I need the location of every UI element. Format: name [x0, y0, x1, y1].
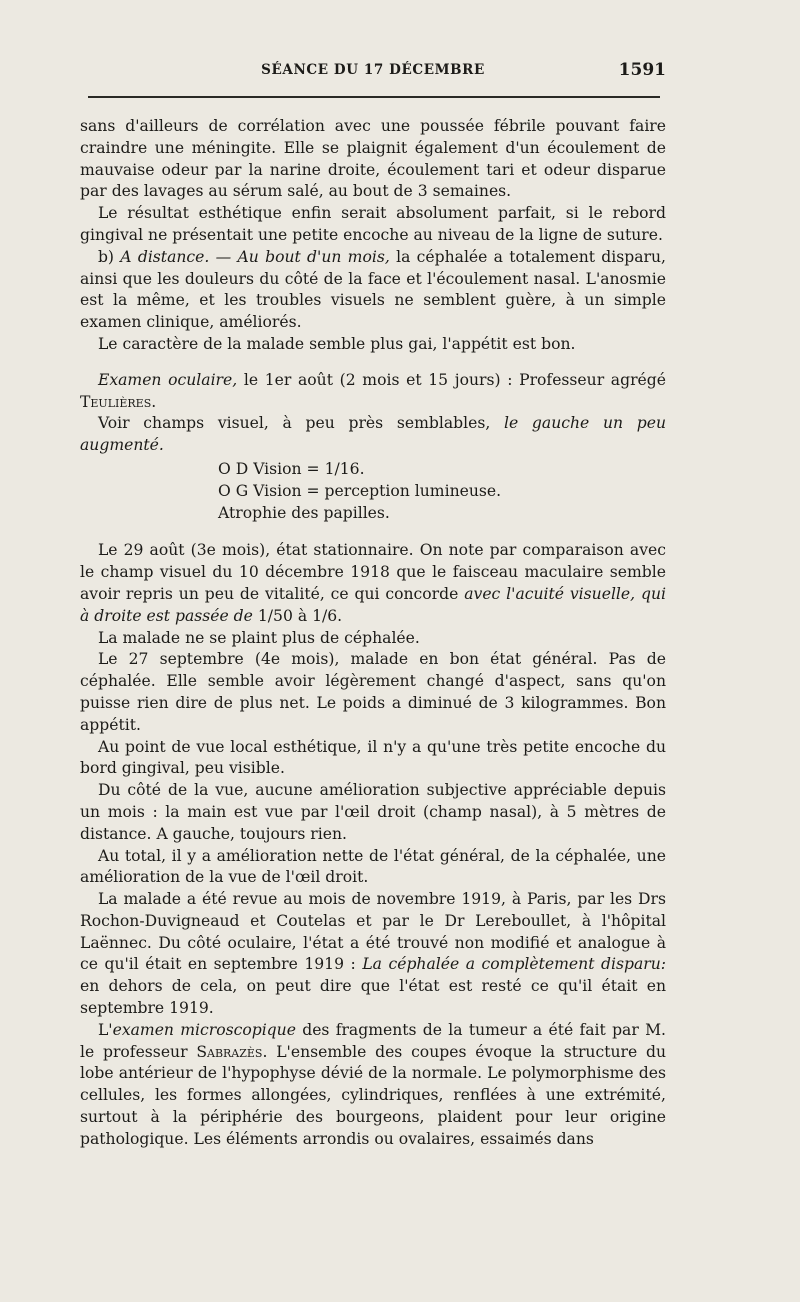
paragraph-10: Au point de vue local esthétique, il n'y a qu'une très petite encoche du bord gingival, peu visible. — [80, 737, 666, 778]
paragraph-13-italic: La céphalée a complètement disparu: — [362, 955, 666, 974]
vision-list — [80, 459, 666, 524]
paragraph-4: Le caractère de la malade semble plus gai, l'appétit est bon. — [97, 334, 576, 353]
paragraph-7 — [80, 540, 666, 627]
paragraph-3 — [80, 247, 666, 334]
vision-line-od: O D Vision = 1/16. — [218, 459, 365, 478]
paragraph-6-start: Voir champs visuel, à peu près semblables, — [97, 414, 505, 433]
paragraph-3-rest: la céphalée a totalement disparu, ainsi que les douleurs du côté de la face et l'écoulement nasal. L'anosmie est la même, et les troubles visuels ne semblent guère, à un simple examen clinique, améliorés. — [80, 247, 666, 332]
paragraph-7-start: Le 29 août (3e mois), état stationnaire. On note par comparaison avec le champ visuel du 10 décembre 1918 que le faisceau maculaire semble avoir repris un peu de vitalité, ce qui concorde — [80, 541, 666, 603]
paragraph-9: Le 27 septembre (4e mois), malade en bon état général. Pas de céphalée. Elle semble avoir légèrement changé d'aspect, sans qu'on puisse rien dire de plus net. Le poids a diminué de 3 kilogrammes. Bon appétit. — [80, 650, 666, 734]
vision-line-og: O G Vision = perception lumineuse. — [218, 481, 502, 500]
body-text — [80, 116, 666, 1151]
paragraph-13-start: La malade a été revue au mois de novembre 1919, à Paris, par les Drs Rochon-Duvigneaud et Coutelas et par le Dr Lereboullet, à l'hôpital Laënnec. Du côté oculaire, l'état a été trouvé non modifié et analogue à ce qu'il était en septembre 1919 : — [80, 890, 666, 974]
paragraph-2: Le résultat esthétique enfin serait absolument parfait, si le rebord gingival ne présentait une petite encoche au niveau de la ligne de suture. — [80, 204, 666, 244]
paragraph-6 — [80, 413, 666, 457]
paragraph-13 — [80, 889, 666, 1020]
paragraph-14-mid: des fragments de la tumeur a été fait par M. le professeur — [80, 1020, 666, 1061]
paragraph-5-name: Teulières. — [80, 392, 157, 411]
paragraph-7-italic: avec l'acuité visuelle, qui à droite est passée de — [80, 584, 666, 625]
paragraph-6-italic: le gauche un peu augmenté. — [80, 414, 666, 455]
page-number: 1591 — [618, 60, 666, 80]
header-rule — [88, 96, 660, 98]
paragraph-12: Au total, il y a amélioration nette de l'état général, de la céphalée, une amélioration de la vue de l'œil droit. — [80, 846, 666, 887]
paragraph-3-italic: A distance. — Au bout d'un mois, — [120, 247, 390, 266]
paragraph-5-italic: Examen oculaire, — [97, 370, 238, 389]
paragraph-11: Du côté de la vue, aucune amélioration subjective appréciable depuis un mois : la main est vue par l'œil droit (champ nasal), à 5 mètres de distance. A gauche, toujours rien. — [80, 781, 666, 843]
paragraph-14-end: . L'ensemble des coupes évoque la structure du lobe antérieur de l'hypophyse dévié de la normale. Le polymorphisme des cellules, les formes allongées, cylindriques, renflées à une extrémité, surtout à la périphérie des bourgeons, plaident pour leur origine pathologique. Les éléments arrondis ou ovalaires, essaimés dans — [80, 1042, 666, 1148]
paragraph-1: sans d'ailleurs de corrélation avec une poussée fébrile pouvant faire craindre une méningite. Elle se plaignit également d'un écoulement de mauvaise odeur par la narine droite, écoulement tari et odeur disparue par des lavages au sérum salé, au bout de 3 semaines. — [80, 117, 666, 201]
paragraph-14-start: L' — [97, 1020, 113, 1039]
paragraph-8: La malade ne se plaint plus de céphalée. — [97, 628, 420, 647]
paragraph-5-rest: le 1er août (2 mois et 15 jours) : Professeur agrégé — [237, 370, 666, 389]
paragraph-5 — [80, 370, 666, 414]
paragraph-14-name: Sabrazès — [196, 1042, 263, 1061]
paragraph-3-label: b) — [97, 247, 121, 266]
paragraph-14 — [80, 1020, 666, 1151]
paragraph-14-italic: examen microscopique — [112, 1020, 296, 1039]
paragraph-13-end: en dehors de cela, on peut dire que l'état est resté ce qu'il était en septembre 1919. — [80, 977, 666, 1018]
vision-line-atrophy: Atrophie des papilles. — [218, 503, 390, 522]
running-title: SÉANCE DU 17 DÉCEMBRE — [261, 62, 485, 78]
page-header — [80, 60, 666, 86]
paragraph-7-end: 1/50 à 1/6. — [252, 606, 343, 625]
